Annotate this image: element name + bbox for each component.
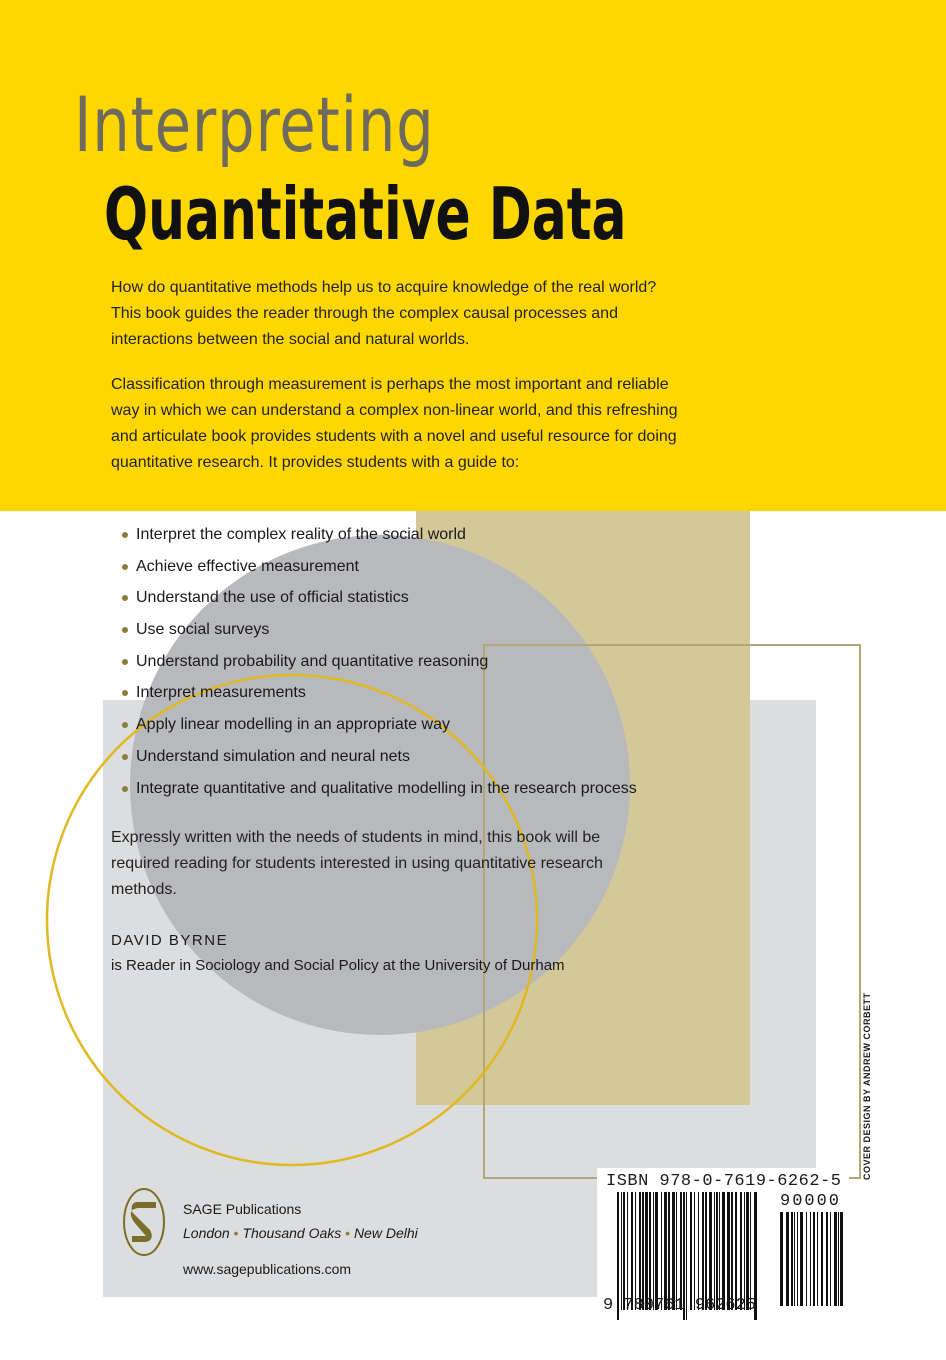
bullet-icon xyxy=(122,564,128,570)
list-item xyxy=(122,748,637,780)
list-item xyxy=(122,716,637,748)
description-paragraph: How do quantitative methods help us to acquire knowledge of the real world? This book guides the reader through the complex causal processes and interactions between the social and natural worlds. xyxy=(111,279,657,348)
cover-design-credit: COVER DESIGN BY ANDREW CORBETT xyxy=(862,992,872,1180)
title-line-2: Quantitative Data xyxy=(104,172,627,256)
bullet-icon xyxy=(122,754,128,760)
closing-paragraph: Expressly written with the needs of students in mind, this book will be required reading for students interested in using quantitative research methods. xyxy=(111,829,603,898)
city: London xyxy=(183,1225,230,1241)
author-description: is Reader in Sociology and Social Policy at the University of Durham xyxy=(111,957,565,974)
bullet-text: Interpret measurements xyxy=(136,684,306,702)
bullet-icon xyxy=(122,690,128,696)
publisher-cities: London • Thousand Oaks • New Delhi xyxy=(183,1225,418,1241)
bullet-icon xyxy=(122,722,128,728)
bullet-list xyxy=(122,526,637,811)
list-item xyxy=(122,684,637,716)
ean-number: 9 780761 962625 xyxy=(603,1296,757,1315)
title-line-1: Interpreting xyxy=(74,80,435,169)
price-code: 90000 xyxy=(780,1192,842,1211)
list-item xyxy=(122,780,637,812)
bullet-icon xyxy=(122,532,128,538)
bullet-icon xyxy=(122,659,128,665)
city: New Delhi xyxy=(353,1225,418,1241)
list-item xyxy=(122,589,637,621)
list-item xyxy=(122,558,637,590)
bullet-text: Understand simulation and neural nets xyxy=(136,747,410,765)
bullet-icon xyxy=(122,786,128,792)
bullet-icon xyxy=(122,595,128,601)
list-item xyxy=(122,526,637,558)
bullet-icon xyxy=(122,627,128,633)
isbn-text: ISBN 978-0-7619-6262-5 xyxy=(606,1172,842,1191)
bullet-text: Apply linear modelling in an appropriate way xyxy=(136,716,450,734)
bullet-text: Understand probability and quantitative reasoning xyxy=(136,652,489,670)
author-name: DAVID BYRNE xyxy=(111,932,229,949)
list-item xyxy=(122,653,637,685)
bullet-text: Achieve effective measurement xyxy=(136,557,359,575)
publisher-name: SAGE Publications xyxy=(183,1201,302,1217)
bullet-text: Understand the use of official statistics xyxy=(136,589,409,607)
bullet-text: Integrate quantitative and qualitative modelling in the research process xyxy=(136,779,637,797)
bullet-text: Interpret the complex reality of the social world xyxy=(136,526,466,543)
city: Thousand Oaks xyxy=(242,1225,342,1241)
list-item xyxy=(122,621,637,653)
publisher-website: www.sagepublications.com xyxy=(183,1261,352,1277)
bullet-text: Use social surveys xyxy=(136,621,270,639)
description-paragraph: Classification through measurement is perhaps the most important and reliable way in which we can understand a complex non-linear world, and this refreshing and articulate book provides students with a novel and useful resource for doing quantitative research. It provides students with a guide to: xyxy=(111,376,678,471)
